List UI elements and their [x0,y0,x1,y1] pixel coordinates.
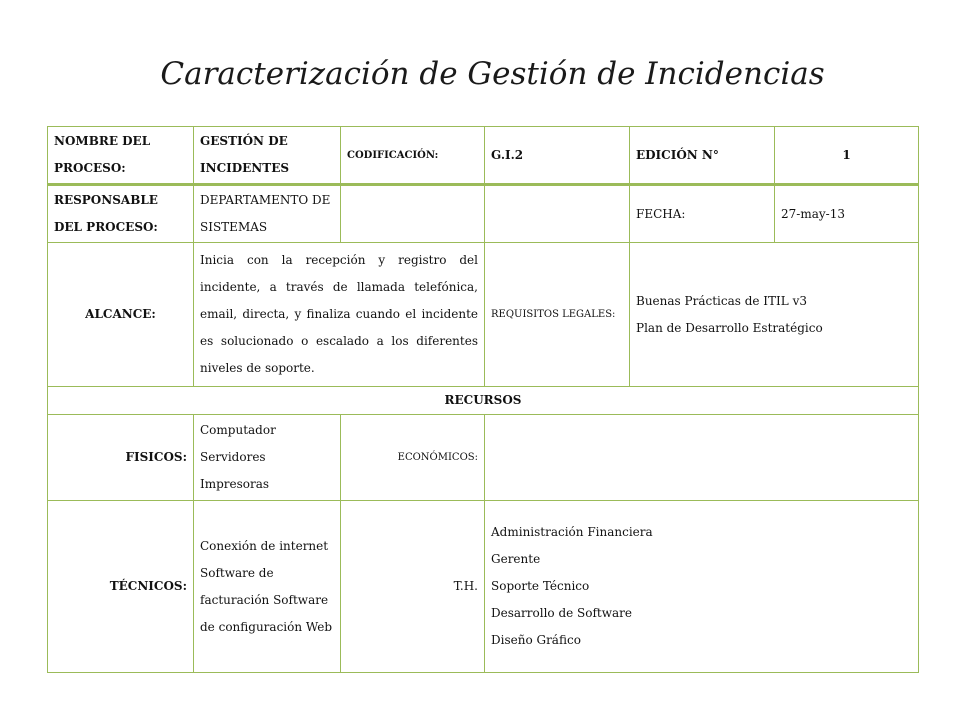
scope-text: Inicia con la recepción y registro del incidente, a través de llamada telefónica, email, directa, y finaliza cuando el incidente es solucionado o escalado a los diferentes niveles de soporte. [194,243,485,387]
responsible-label: RESPONSABLE DEL PROCESO: [48,185,194,243]
table-row [48,387,919,415]
physical-resources-label: FISICOS: [48,415,194,501]
list-item: Plan de Desarrollo Estratégico [636,320,823,335]
technical-resources-label: TÉCNICOS: [48,501,194,673]
scope-label: ALCANCE: [48,243,194,387]
table-row [48,415,919,501]
list-item: Servidores [200,450,266,464]
date-label: FECHA: [630,185,775,243]
human-talent-label: T.H. [341,501,485,673]
list-item: Soporte Técnico [491,579,590,593]
list-item: Impresoras [200,477,270,491]
economic-resources-label: ECONÓMICOS: [341,415,485,501]
edition-label: EDICIÓN N° [630,127,775,185]
process-characterization-table [47,126,919,673]
list-item: Computador [200,423,276,437]
economic-resources-value [485,415,919,501]
table-row [48,127,919,185]
empty-cell [485,185,630,243]
legal-requirements-list [630,243,919,387]
list-item: Gerente [491,552,541,566]
process-name-value: GESTIÓN DE INCIDENTES [194,127,341,185]
table-row [48,185,919,243]
list-item: Diseño Gráfico [491,633,581,647]
page-title: Caracterización de Gestión de Incidencias [160,56,825,92]
table-row [48,243,919,387]
code-value: G.I.2 [485,127,630,185]
list-item: Buenas Prácticas de ITIL v3 [636,293,807,308]
resources-heading: RECURSOS [48,387,919,415]
list-item: Administración Financiera [491,525,653,539]
code-label: CODIFICACIÓN: [341,127,485,185]
legal-requirements-label: REQUISITOS LEGALES: [485,243,630,387]
process-name-label: NOMBRE DEL PROCESO: [48,127,194,185]
table-row [48,501,919,673]
physical-resources-list [194,415,341,501]
list-item: Desarrollo de Software [491,606,633,620]
human-talent-list [485,501,919,673]
date-value: 27-may-13 [775,185,919,243]
empty-cell [341,185,485,243]
responsible-value: DEPARTAMENTO DE SISTEMAS [194,185,341,243]
edition-value: 1 [775,127,919,185]
technical-resources-text: Conexión de internet Software de facturación Software de configuración Web [194,501,341,673]
